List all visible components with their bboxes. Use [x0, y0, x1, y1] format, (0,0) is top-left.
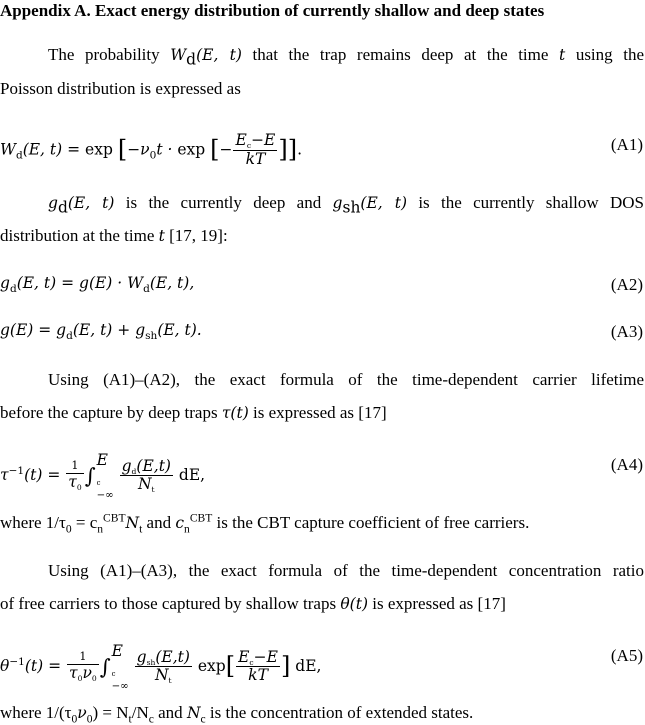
- paragraph-probability-line2: Poisson distribution is expressed as: [0, 79, 241, 98]
- fraction-one-over-tau0: $\frac{1}{\tau_0}$: [68, 459, 82, 493]
- paragraph-probability-line1: The probability $W_d(E$, t) that the trap remains deep at the time t using the: [48, 45, 645, 69]
- paragraph-lifetime-line1: Using (A1)–(A2), the exact formula of the time-dependent carrier lifetime: [48, 370, 644, 389]
- fraction-gsh-over-nt: $\frac{g_{sh}(E,t)}{N_t}$: [136, 647, 190, 686]
- fraction-one-over-tau0-nu0: $\frac{1}{\tau_0\nu_0}$: [69, 650, 97, 684]
- equation-number-a3: (A3): [610, 322, 643, 341]
- equation-number-a5: (A5): [610, 646, 643, 665]
- equation-number-a4: (A4): [610, 455, 643, 474]
- integral-limits-a4: E $_c$ −∞: [96, 451, 114, 501]
- paragraph-ratio-line2: of free carriers to those captured by shallow traps θ(t) is expressed as [17]: [0, 594, 506, 613]
- fraction-ec-minus-e-over-kt-a5: $\frac{E_c-E}{kT}$: [238, 647, 278, 685]
- paragraph-extended-states: where $1/(\tau_0\nu_0) = N_t/N_c$ and $N_c$ is the concentration of extended states.: [0, 703, 474, 725]
- equation-a5: $\theta^{-1}(t)$ = $\frac{1}{\tau_0\nu_0}$ ∫ E $_c$ −∞ $\frac{g_{sh}(E,t)}{N_t}$ exp[ $\frac{E_c-E}{kT}$ ] dE,: [0, 640, 321, 694]
- integral-limits-a5: E $_c$ −∞: [111, 642, 129, 692]
- paragraph-capture-coefficient: where $1/\tau_0 = c_n^{CBT}N_t$ and $c_n^{CBT}$ is the CBT capture coefficient of free carriers.: [0, 511, 530, 536]
- fraction-ec-minus-e-over-kt: $\frac{E_c-E}{kT}$: [235, 131, 276, 168]
- equation-number-a1: (A1): [610, 135, 643, 154]
- equation-a3: $g(E) = g_d(E$, $t) + g_{sh}(E$, t).: [0, 321, 202, 343]
- paragraph-dos-line2: distribution at the time t [17, 19]:: [0, 226, 228, 245]
- paragraph-ratio-line1: Using (A1)–(A3), the exact formula of the time-dependent concentration ratio: [48, 561, 644, 580]
- equation-a4: $\tau^{-1}(t)$ = $\frac{1}{\tau_0}$ ∫ E $_c$ −∞ $\frac{g_d(E,t)}{N_t}$ dE,: [0, 449, 205, 503]
- fraction-gd-over-nt: $\frac{g_d(E,t)}{N_t}$: [121, 456, 171, 495]
- equation-a1: $W_d(E$, $t) = \exp [-\nu_0t \cdot \exp$ [− $\frac{E_c-E}{kT}$ ]].: [0, 131, 303, 168]
- paragraph-lifetime-line2: before the capture by deep traps τ(t) is expressed as [17]: [0, 403, 387, 422]
- equation-a2: $g_d(E$, $t) = g(E) \cdot W_d(E$, t),: [0, 274, 195, 296]
- paragraph-dos-line1: $g_d(E$, t) is the currently deep and $g_{sh}(E$, t) is the currently shallow DOS: [48, 193, 645, 217]
- appendix-heading: Appendix A. Exact energy distribution of currently shallow and deep states: [0, 1, 545, 20]
- equation-number-a2: (A2): [610, 275, 643, 294]
